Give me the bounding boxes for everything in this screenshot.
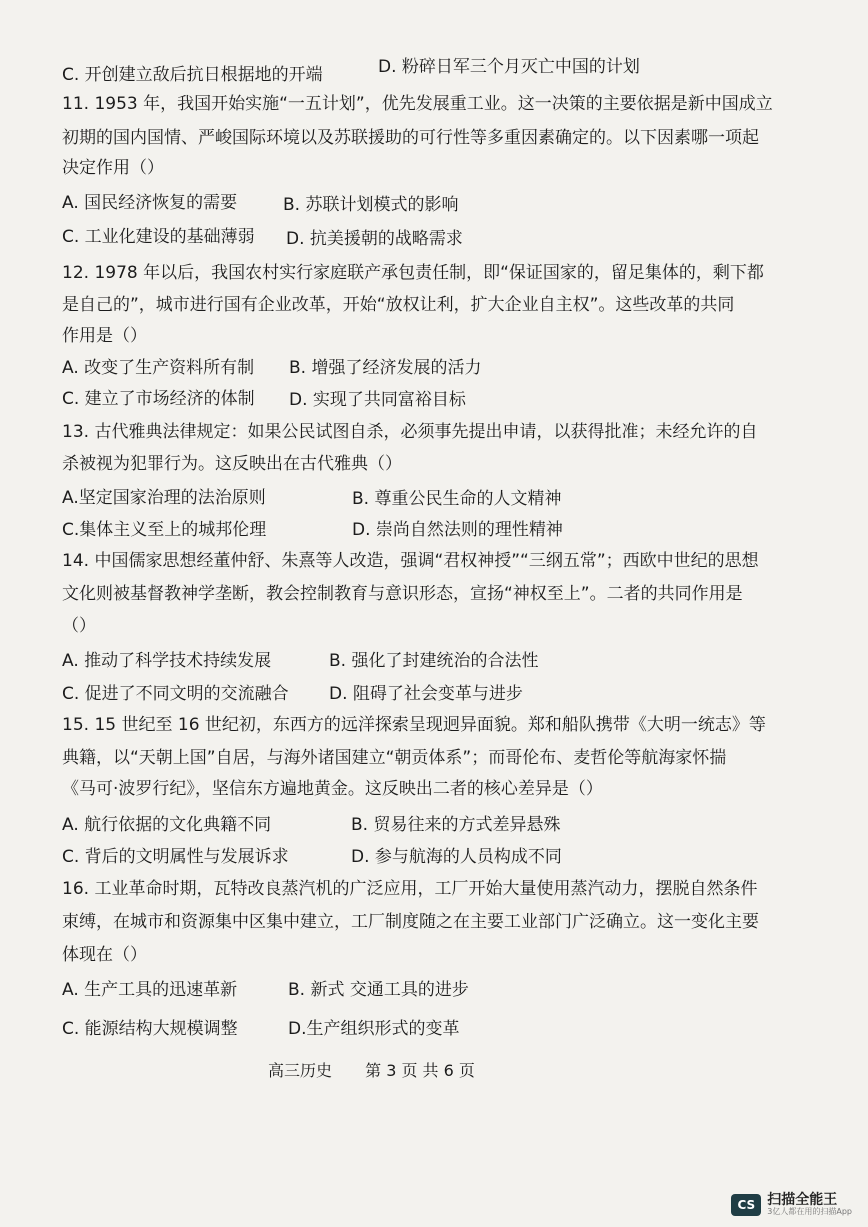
- q15-stem-line3: 《马可·波罗行纪》，坚信东方遍地黄金。这反映出二者的核心差异是（）: [62, 779, 603, 799]
- q15-option-c: C. 背后的文明属性与发展诉求: [62, 847, 289, 867]
- footer-subject: 高三历史: [268, 1061, 333, 1080]
- q16-stem-line3: 体现在（）: [62, 945, 147, 965]
- q12-option-d: D. 实现了共同富裕目标: [289, 390, 466, 410]
- q11-option-d: D. 抗美援朝的战略需求: [286, 229, 463, 249]
- q12-stem-line1: 12. 1978 年以后，我国农村实行家庭联产承包责任制，即“保证国家的，留足集体的，剩下都: [62, 263, 764, 283]
- q12-option-b: B. 增强了经济发展的活力: [289, 358, 482, 378]
- q13-option-b: B. 尊重公民生命的人文精神: [352, 489, 562, 509]
- q12-stem-line2: 是自己的”，城市进行国有企业改革，开始“放权让利，扩大企业自主权”。这些改革的共同: [62, 295, 735, 315]
- q15-stem-line2: 典籍，以“天朝上国”自居，与海外诸国建立“朝贡体系”；而哥伦布、麦哲伦等航海家怀揣: [62, 748, 727, 768]
- q15-stem-line1: 15. 15 世纪至 16 世纪初，东西方的远洋探索呈现迥异面貌。郑和船队携带《大明一统志》等: [62, 715, 766, 735]
- q10-option-d: D. 粉碎日军三个月灭亡中国的计划: [378, 57, 640, 77]
- q13-stem-line2: 杀被视为犯罪行为。这反映出在古代雅典（）: [62, 454, 402, 474]
- q16-option-b: B. 新式 交通工具的进步: [288, 980, 469, 1000]
- q16-stem-line1: 16. 工业革命时期，瓦特改良蒸汽机的广泛应用，工厂开始大量使用蒸汽动力，摆脱自然条件: [62, 879, 758, 899]
- q13-stem-line1: 13. 古代雅典法律规定：如果公民试图自杀，必须事先提出申请，以获得批准；未经允许的自: [62, 422, 758, 442]
- footer-page-number: 第 3 页 共 6 页: [365, 1061, 475, 1080]
- q14-option-b: B. 强化了封建统治的合法性: [329, 651, 539, 671]
- q15-option-b: B. 贸易往来的方式差异悬殊: [351, 815, 561, 835]
- watermark-title: 扫描全能王: [767, 1191, 838, 1208]
- q10-option-c: C. 开创建立敌后抗日根据地的开端: [62, 65, 323, 85]
- q11-stem-line3: 决定作用（）: [62, 158, 164, 178]
- q14-option-d: D. 阻碍了社会变革与进步: [329, 684, 523, 704]
- q16-option-a: A. 生产工具的迅速革新: [62, 980, 238, 1000]
- q16-stem-line2: 束缚，在城市和资源集中区集中建立，工厂制度随之在主要工业部门广泛确立。这一变化主要: [62, 912, 759, 932]
- q12-option-c: C. 建立了市场经济的体制: [62, 389, 255, 409]
- q11-stem-line2: 初期的国内国情、严峻国际环境以及苏联援助的可行性等多重因素确定的。以下因素哪一项起: [62, 128, 759, 148]
- watermark-text: [767, 1193, 852, 1217]
- q15-option-d: D. 参与航海的人员构成不同: [351, 847, 562, 867]
- scanner-watermark: [731, 1193, 852, 1217]
- q12-stem-line3: 作用是（）: [62, 326, 147, 346]
- q11-stem-line1: 11. 1953 年，我国开始实施“一五计划”，优先发展重工业。这一决策的主要依据是新中国成立: [62, 94, 773, 114]
- watermark-subtitle: 3亿人都在用的扫描App: [767, 1207, 852, 1217]
- q14-stem-line1: 14. 中国儒家思想经董仲舒、朱熹等人改造，强调“君权神授”“三纲五常”；西欧中世纪的思想: [62, 551, 759, 571]
- q11-option-b: B. 苏联计划模式的影响: [283, 195, 459, 215]
- q15-option-a: A. 航行依据的文化典籍不同: [62, 815, 272, 835]
- q12-option-a: A. 改变了生产资料所有制: [62, 358, 255, 378]
- q14-option-a: A. 推动了科学技术持续发展: [62, 651, 272, 671]
- q13-option-a: A.坚定国家治理的法治原则: [62, 488, 266, 508]
- q14-option-c: C. 促进了不同文明的交流融合: [62, 684, 289, 704]
- q13-option-c: C.集体主义至上的城邦伦理: [62, 520, 267, 540]
- q16-option-d: D.生产组织形式的变革: [288, 1019, 460, 1039]
- page-footer: [268, 1058, 503, 1081]
- q11-option-a: A. 国民经济恢复的需要: [62, 193, 238, 213]
- q13-option-d: D. 崇尚自然法则的理性精神: [352, 520, 563, 540]
- camscanner-logo-icon: CS: [731, 1194, 761, 1216]
- q14-stem-line3: （）: [62, 616, 96, 636]
- q16-option-c: C. 能源结构大规模调整: [62, 1019, 238, 1039]
- q11-option-c: C. 工业化建设的基础薄弱: [62, 227, 255, 247]
- q14-stem-line2: 文化则被基督教神学垄断，教会控制教育与意识形态，宣扬“神权至上”。二者的共同作用是: [62, 584, 743, 604]
